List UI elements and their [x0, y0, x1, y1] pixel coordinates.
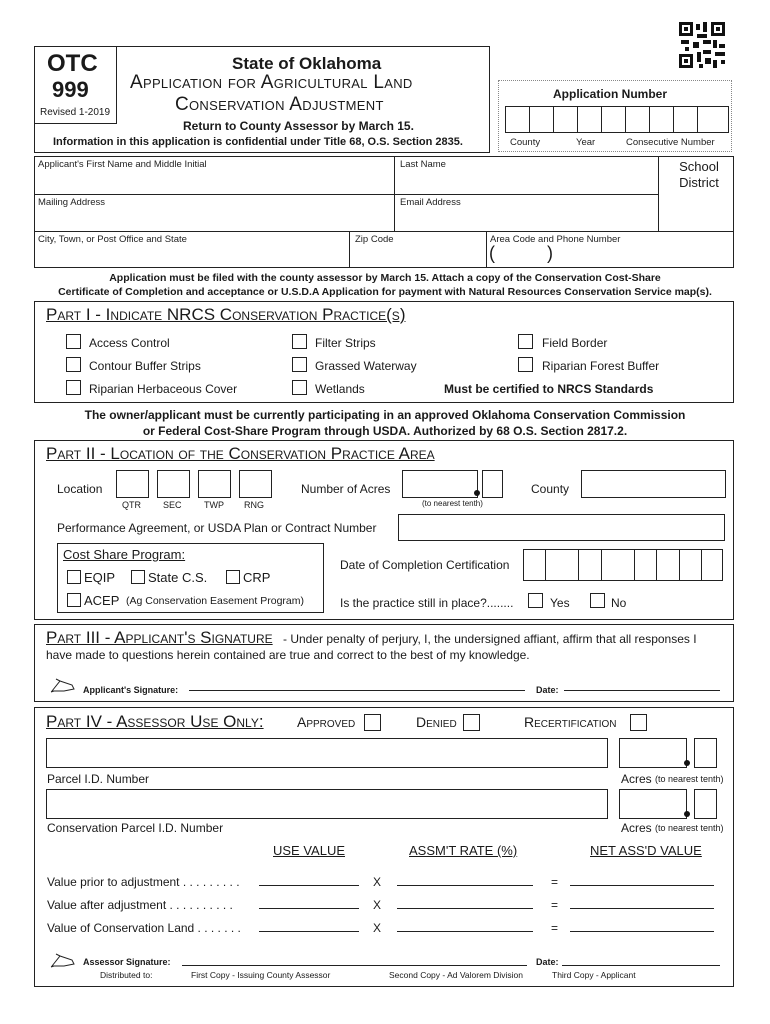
app-county-label: County: [510, 137, 541, 148]
completion-label: Date of Completion Certification: [340, 558, 510, 572]
filter-strips-label: Filter Strips: [315, 336, 376, 350]
part4-title: Part IV - Assessor Use Only:: [46, 712, 264, 731]
approved-checkbox[interactable]: [364, 714, 381, 731]
filing-note-line2: Certificate of Completion and acceptance or U.S.D.A Application for payment with Natural Resources Conservation Service map(s).: [58, 286, 712, 298]
yes-label: Yes: [550, 596, 570, 610]
applicant-date-line[interactable]: [564, 690, 720, 691]
app-number-cells[interactable]: [505, 106, 729, 133]
equals-2: =: [551, 898, 559, 912]
acres-note: (to nearest tenth): [422, 499, 483, 508]
assessor-signature-line[interactable]: [182, 965, 527, 966]
city-label: City, Town, or Post Office and State: [38, 234, 187, 245]
cons-acres-label: Acres: [621, 821, 652, 835]
wetlands-label: Wetlands: [315, 382, 365, 396]
assessor-signature-label: Assessor Signature:: [83, 957, 171, 967]
riparian-forest-checkbox[interactable]: [518, 357, 533, 372]
app-number-label: Application Number: [553, 87, 668, 101]
app-year-label: Year: [576, 137, 596, 148]
owner-note-line2: or Federal Cost-Share Program through USDA. Authorized by 68 O.S. Section 2817.2.: [142, 424, 628, 438]
no-label: No: [611, 596, 627, 610]
last-name-label: Last Name: [400, 159, 446, 170]
location-label: Location: [57, 482, 103, 496]
times-2: X: [373, 898, 382, 912]
acep-note: (Ag Conservation Easement Program): [126, 595, 304, 607]
recert-checkbox[interactable]: [630, 714, 647, 731]
no-checkbox[interactable]: [590, 593, 605, 608]
still-label: Is the practice still in place?........: [340, 596, 514, 610]
distributed-label: Distributed to:: [100, 970, 153, 980]
performance-field[interactable]: [398, 514, 725, 541]
value-cons-label: Value of Conservation Land . . . . . . .: [47, 921, 241, 935]
equals-1: =: [551, 875, 559, 889]
cons-acres-note: (to nearest tenth): [655, 823, 724, 833]
qtr-label: QTR: [122, 500, 141, 510]
city-field[interactable]: [36, 246, 346, 266]
twp-field[interactable]: [198, 470, 231, 498]
access-control-label: Access Control: [89, 336, 170, 350]
contour-buffer-checkbox[interactable]: [66, 357, 81, 372]
third-copy: Third Copy - Applicant: [552, 970, 636, 980]
zip-field[interactable]: [351, 246, 483, 266]
value-cons-rate[interactable]: [397, 931, 533, 932]
grassed-waterway-label: Grassed Waterway: [315, 359, 417, 373]
completion-date-field[interactable]: [523, 549, 723, 581]
parcel-id-field[interactable]: [46, 738, 608, 768]
part2-county-field[interactable]: [581, 470, 726, 498]
value-cons-use[interactable]: [259, 931, 359, 932]
value-prior-label: Value prior to adjustment . . . . . . . . .: [47, 875, 240, 889]
yes-checkbox[interactable]: [528, 593, 543, 608]
return-note: Return to County Assessor by March 15.: [183, 119, 414, 133]
value-cons-net[interactable]: [570, 931, 714, 932]
owner-note-line1: The owner/applicant must be currently participating in an approved Oklahoma Conservation Commission: [84, 408, 686, 422]
value-prior-net[interactable]: [570, 885, 714, 886]
approved-label: Approved: [297, 714, 356, 730]
filter-strips-checkbox[interactable]: [292, 334, 307, 349]
eqip-checkbox[interactable]: [67, 570, 81, 584]
parcel-id-label: Parcel I.D. Number: [47, 772, 150, 786]
assessor-date-line[interactable]: [562, 965, 720, 966]
acres-tenth-field[interactable]: [482, 470, 503, 498]
recert-label: Recertification: [524, 714, 617, 730]
filing-note-line1: Application must be filed with the county assessor by March 15. Attach a copy of the Conservation Cost-Share: [109, 272, 661, 284]
acep-checkbox[interactable]: [67, 593, 81, 607]
rng-field[interactable]: [239, 470, 272, 498]
state-cs-checkbox[interactable]: [131, 570, 145, 584]
grassed-waterway-checkbox[interactable]: [292, 357, 307, 372]
first-copy: First Copy - Issuing County Assessor: [191, 970, 331, 980]
part1-title: Part I - Indicate NRCS Conservation Practice(s): [46, 305, 406, 324]
app-consecutive-label: Consecutive Number: [626, 137, 715, 148]
part3-statement-line2: have made to questions herein contained are true and correct to the best of my knowledge.: [46, 648, 530, 662]
sec-label: SEC: [163, 500, 182, 510]
sec-field[interactable]: [157, 470, 190, 498]
contour-buffer-label: Contour Buffer Strips: [89, 359, 201, 373]
wetlands-checkbox[interactable]: [292, 380, 307, 395]
last-name-field[interactable]: [396, 172, 656, 192]
cons-parcel-id-label: Conservation Parcel I.D. Number: [47, 821, 224, 835]
times-1: X: [373, 875, 382, 889]
certified-note: Must be certified to NRCS Standards: [444, 382, 654, 396]
field-border-checkbox[interactable]: [518, 334, 533, 349]
first-name-label: Applicant's First Name and Middle Initial: [38, 159, 207, 170]
parcel-acres-note: (to nearest tenth): [655, 774, 724, 784]
access-control-checkbox[interactable]: [66, 334, 81, 349]
cons-acres-tenth[interactable]: [694, 789, 717, 819]
cons-parcel-id-field[interactable]: [46, 789, 608, 819]
field-border-label: Field Border: [542, 336, 608, 350]
equals-3: =: [551, 921, 559, 935]
denied-checkbox[interactable]: [463, 714, 480, 731]
assessor-pen-icon: [50, 952, 76, 968]
first-name-field[interactable]: [36, 172, 392, 192]
revised-date: Revised 1-2019: [40, 107, 111, 118]
qr-code: [679, 22, 725, 68]
acres-label: Number of Acres: [301, 482, 391, 496]
mailing-field[interactable]: [36, 209, 392, 229]
assessor-date-label: Date:: [536, 957, 559, 967]
email-field[interactable]: [396, 209, 656, 229]
cost-share-label: Cost Share Program:: [63, 547, 186, 562]
denied-label: Denied: [416, 714, 457, 730]
confidential-note: Information in this application is confidential under Title 68, O.S. Section 2835.: [53, 136, 463, 148]
form-code: OTC: [47, 50, 98, 77]
rng-label: RNG: [244, 500, 264, 510]
part2-title: Part II - Location of the Conservation Practice Area: [46, 444, 435, 463]
email-label: Email Address: [400, 197, 461, 208]
riparian-herbaceous-label: Riparian Herbaceous Cover: [89, 382, 238, 396]
pen-icon: [50, 677, 76, 693]
crp-label: CRP: [243, 570, 271, 585]
phone-paren-open: (: [489, 243, 495, 263]
col-net-value: NET ASS'D VALUE: [590, 843, 702, 858]
school-district-label: School District: [679, 159, 719, 190]
cons-acres-field[interactable]: [619, 789, 687, 819]
phone-field[interactable]: [500, 246, 730, 266]
value-prior-use[interactable]: [259, 885, 359, 886]
state-cs-label: State C.S.: [148, 570, 208, 585]
value-after-rate[interactable]: [397, 908, 533, 909]
performance-label: Performance Agreement, or USDA Plan or Contract Number: [57, 521, 377, 535]
col-use-value: USE VALUE: [273, 843, 346, 858]
applicant-date-label: Date:: [536, 685, 559, 695]
qtr-field[interactable]: [116, 470, 149, 498]
eqip-label: EQIP: [84, 570, 116, 585]
riparian-herbaceous-checkbox[interactable]: [66, 380, 81, 395]
phone-paren-close: ): [547, 243, 553, 263]
value-prior-rate[interactable]: [397, 885, 533, 886]
value-after-use[interactable]: [259, 908, 359, 909]
applicant-signature-label: Applicant's Signature:: [83, 685, 179, 695]
zip-label: Zip Code: [355, 234, 394, 245]
riparian-forest-label: Riparian Forest Buffer: [542, 359, 660, 373]
applicant-signature-line[interactable]: [189, 690, 525, 691]
second-copy: Second Copy - Ad Valorem Division: [389, 970, 524, 980]
form-title-line2: Conservation Adjustment: [175, 94, 384, 115]
parcel-acres-tenth[interactable]: [694, 738, 717, 768]
mailing-label: Mailing Address: [38, 197, 106, 208]
state-title: State of Oklahoma: [232, 54, 382, 73]
twp-label: TWP: [204, 500, 224, 510]
value-after-label: Value after adjustment . . . . . . . . . .: [47, 898, 233, 912]
phone-label: Area Code and Phone Number: [490, 234, 621, 245]
form-number: 999: [52, 77, 89, 102]
part3-title: Part III - Applicant's Signature: [46, 628, 273, 647]
crp-checkbox[interactable]: [226, 570, 240, 584]
value-after-net[interactable]: [570, 908, 714, 909]
acep-label: ACEP: [84, 593, 120, 608]
acres-field[interactable]: [402, 470, 478, 498]
parcel-acres-label: Acres: [621, 772, 652, 786]
times-3: X: [373, 921, 382, 935]
decimal-dot: [474, 490, 480, 496]
part2-county-label: County: [531, 482, 570, 496]
part3-statement-line1: - Under penalty of perjury, I, the undersigned affiant, affirm that all responses I: [283, 632, 697, 646]
form-title-line1: Application for Agricultural Land: [130, 72, 413, 93]
col-assm-rate: ASSM'T RATE (%): [409, 843, 518, 858]
parcel-acres-field[interactable]: [619, 738, 687, 768]
